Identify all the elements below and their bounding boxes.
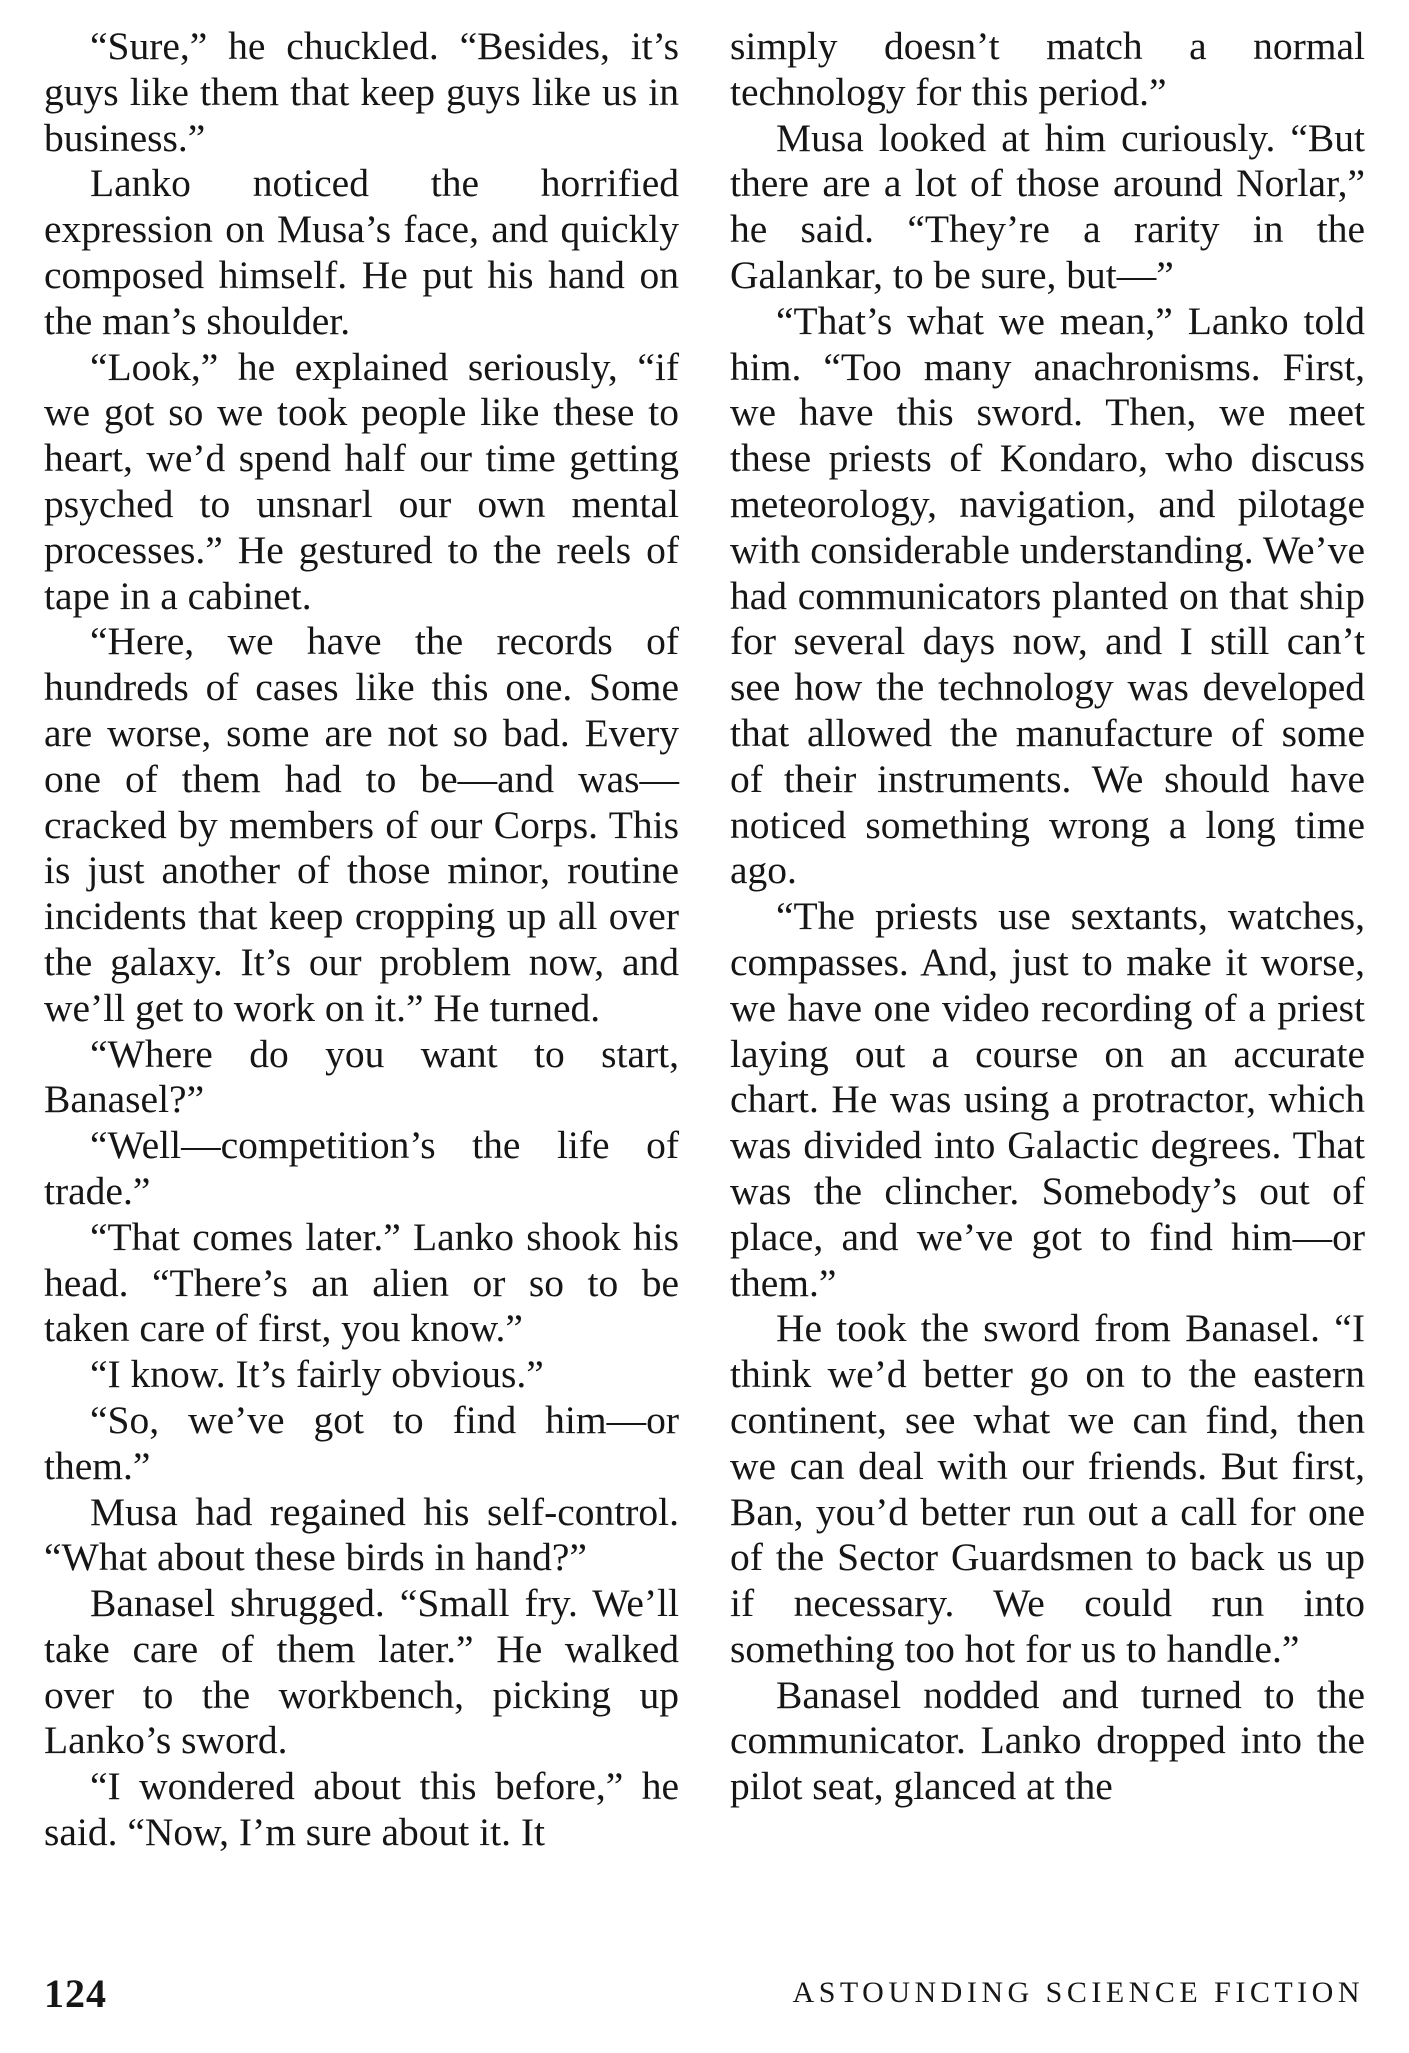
paragraph: “Sure,” he chuckled. “Besides, it’s guys like them that keep guys like us in business.” (44, 24, 679, 160)
paragraph: He took the sword from Banasel. “I think we’d better go on to the eastern continent, see what we can find, then we can deal with our friends. But first, Ban, you’d better run out a call for one of the Sector Guardsmen to back us up if necessary. We could run into something too hot for us to handle.” (730, 1306, 1365, 1671)
page-number: 124 (44, 1971, 107, 2016)
paragraph: Banasel shrugged. “Small fry. We’ll take care of them later.” He walked over to the workbench, picking up Lanko’s sword. (44, 1581, 679, 1763)
page-footer (44, 1970, 1364, 2020)
paragraph: Musa looked at him curiously. “But there are a lot of those around Norlar,” he said. “They’re a rarity in the Galankar, to be sure, but—” (730, 115, 1365, 297)
paragraph: “Where do you want to start, Banasel?” (44, 1031, 679, 1122)
paragraph: Musa had regained his self-control. “What about these birds in hand?” (44, 1489, 679, 1580)
paragraph-continued: simply doesn’t match a normal technology for this period.” (730, 24, 1365, 114)
paragraph: “Here, we have the records of hundreds of cases like this one. Some are worse, some are not so bad. Every one of them had to be—and was—cracked by members of our Corps. This is just another of those minor, routine incidents that keep cropping up all over the galaxy. It’s our problem now, and we’ll get to work on it.” He turned. (44, 619, 679, 1030)
paragraph: “That comes later.” Lanko shook his head. “There’s an alien or so to be taken care of first, you know.” (44, 1214, 679, 1351)
paragraph: Lanko noticed the horrified expression on Musa’s face, and quickly composed himself. He put his hand on the man’s shoulder. (44, 161, 679, 343)
paragraph: “I know. It’s fairly obvious.” (90, 1352, 544, 1397)
left-text-column (44, 24, 679, 1856)
paragraph: “Well—competition’s the life of trade.” (44, 1123, 679, 1213)
paragraph: “That’s what we mean,” Lanko told him. “Too many anachronisms. First, we have this sword. Then, we meet these priests of Kondaro, who discuss meteorology, navigation, and pilotage with considerable understanding. We’ve had communicators planted on that ship for several days now, and I still can’t see how the technology was developed that allowed the manufacture of some of their instruments. We should have noticed something wrong a long time ago. (730, 298, 1365, 893)
paragraph: “So, we’ve got to find him—or them.” (44, 1397, 679, 1488)
paragraph: “The priests use sextants, watches, compasses. And, just to make it worse, we have one video recording of a priest laying out a course on an accurate chart. He was using a protractor, which was divided into Galactic degrees. That was the clincher. Somebody’s out of place, and we’ve got to find him—or them.” (730, 894, 1365, 1305)
paragraph: “Look,” he explained seriously, “if we got so we took people like these to heart, we’d spend half our time getting psyched to unsnarl our own mental processes.” He gestured to the reels of tape in a cabinet. (44, 344, 679, 618)
right-text-column (730, 24, 1365, 1810)
paragraph: Banasel nodded and turned to the communicator. Lanko dropped into the pilot seat, glanced at the (730, 1672, 1365, 1809)
running-title: ASTOUNDING SCIENCE FICTION (792, 1976, 1364, 2009)
paragraph: “I wondered about this before,” he said. “Now, I’m sure about it. It (44, 1764, 679, 1855)
